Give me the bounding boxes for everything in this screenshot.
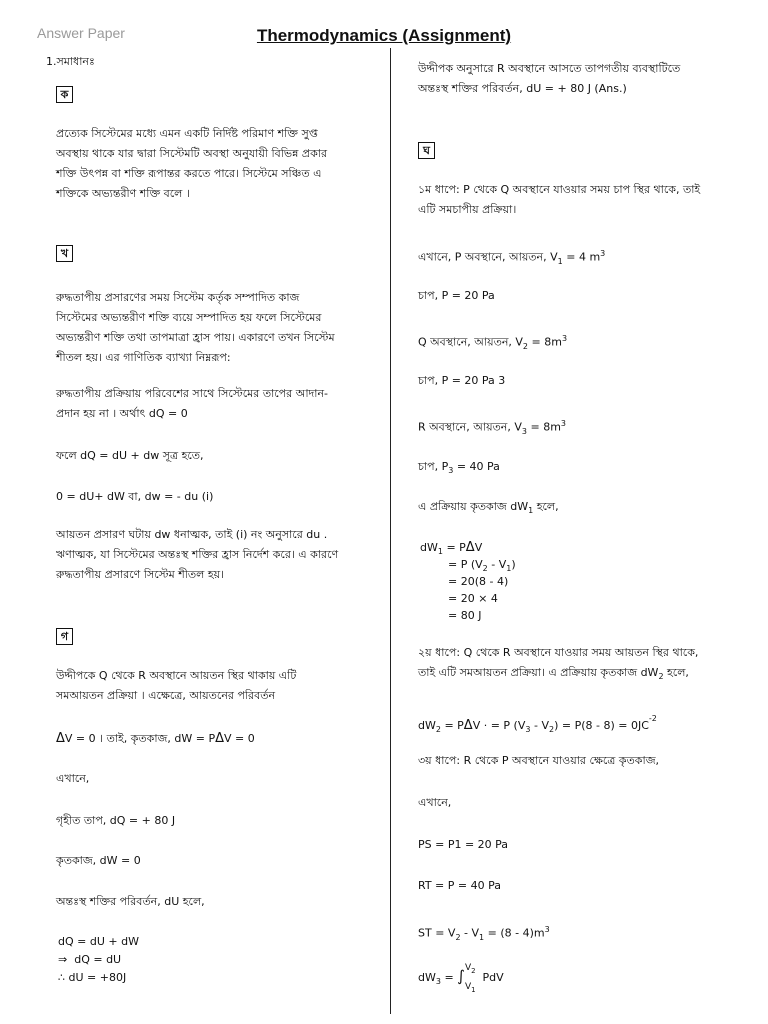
eq-b3: ) [511, 558, 516, 571]
w2-c: V · = P (V [472, 719, 526, 732]
gha1-line: এটি সমচাপীয় প্রক্রিয়া। [418, 203, 517, 216]
ga-eq3 [58, 968, 126, 988]
v3-text: R অবস্থানে, আয়তন, V [418, 420, 522, 434]
w3-b: = [440, 971, 458, 984]
eq-a2: = P [442, 541, 466, 554]
eq-a: dW [420, 541, 438, 554]
eq-line-3: = 20(8 - 4) [448, 575, 509, 588]
integral-symbol: ∫ [457, 967, 465, 985]
w2-sub2: 3 [525, 725, 531, 735]
ka-line: প্রত্যেক সিস্টেমের মধ্যে এমন একটি নির্দিষ্ট পরিমাণ শক্তি সুপ্ত [56, 127, 318, 140]
ps-line: PS = P1 = 20 Pa [418, 838, 509, 851]
question-number: 1.সমাধানঃ [46, 55, 95, 68]
answer-paper-label: Answer Paper [37, 25, 125, 41]
ga5-line: কৃতকাজ, dW = 0 [56, 854, 141, 867]
step3-line: ৩য় ধাপে: R থেকে P অবস্থানে যাওয়ার ক্ষেত্রে কৃতকাজ, [418, 754, 660, 767]
eq-b2: - V [487, 558, 507, 571]
delta-symbol: Δ [463, 718, 473, 733]
st-sub2: 1 [479, 932, 485, 942]
kha2-line: প্রদান হয় না । অর্থাৎ dQ = 0 [56, 407, 188, 420]
volume-p-line [418, 244, 605, 272]
eq-a-sub: 1 [437, 547, 443, 557]
section-kha-box: খ [56, 245, 73, 262]
delta-symbol: Δ [465, 540, 475, 555]
right-here-line: এখানে, [418, 796, 452, 809]
step2-l2sub: 2 [658, 672, 664, 682]
delta-symbol: Δ [56, 731, 65, 746]
w3-a: dW [418, 971, 436, 984]
eq-b-sub2: 1 [506, 564, 512, 574]
st-c: = (8 - 4)m [484, 926, 545, 940]
volume-r-line [418, 414, 566, 442]
w2-d: - V [530, 719, 549, 732]
kha5-line: ঋণাত্মক, যা সিস্টেমের অন্তঃস্থ শক্তির হ্রাস নির্দেশ করে। এ কারণে [56, 548, 339, 561]
integral-limits [465, 963, 479, 994]
st-line [418, 920, 550, 948]
rt-line: RT = P = 40 Pa [418, 879, 501, 892]
eq-a3: V [474, 541, 483, 554]
step2-line [418, 663, 689, 687]
st-b: - V [460, 926, 480, 940]
w2-a: dW [418, 719, 436, 732]
section-ka-box: ক [56, 86, 73, 103]
st-a: ST = V [418, 926, 456, 940]
pressure-p-line: চাপ, P = 20 Pa [418, 289, 495, 302]
ga1-line: সমআয়তন প্রক্রিয়া । এক্ষেত্রে, আয়তনের পরিবর্তন [56, 689, 276, 702]
ga4-line: গৃহীত তাপ, dQ = + 80 J [56, 814, 176, 827]
work2-equation [418, 709, 657, 740]
p3-value: = 40 Pa [453, 460, 500, 473]
v2-value: = 8m [528, 335, 562, 349]
v1-value: = 4 m [562, 250, 601, 264]
upper-limit-sub: 2 [471, 966, 476, 975]
ga-eq2 [58, 950, 121, 970]
w1-suffix: হলে, [533, 500, 559, 513]
v2-sub: 2 [522, 341, 528, 351]
ka-line: শক্তি উৎপন্ন বা শক্তি রূপান্তর করতে পারে। সিস্টেমে সঞ্চিত এ [56, 167, 322, 180]
eq-b-sub1: 2 [482, 564, 488, 574]
document-title: Thermodynamics (Assignment) [256, 26, 512, 45]
kha4-line: 0 = dU+ dW বা, dw = - du (i) [56, 490, 214, 503]
kha2-line: রুদ্ধতাপীয় প্রক্রিয়ায় পরিবেশের সাথে সিস্টেমের তাপের আদান- [56, 387, 329, 400]
kha-line: অভ্যন্তরীণ শক্তি তথা তাপমাত্রা হ্রাস পায়। একারণে তখন সিস্টেম [56, 331, 335, 344]
p3-sub: 3 [448, 466, 454, 476]
eq-line-5: = 80 J [448, 609, 482, 622]
ga3-line: এখানে, [56, 772, 90, 785]
kha5-line: আয়তন প্রসারণ ঘটায় dw ধনাত্মক, তাই (i) নং অনুসারে du . [56, 528, 328, 541]
w2-sub: 2 [435, 725, 441, 735]
work3-equation [418, 963, 504, 994]
w1-sub: 1 [528, 506, 534, 516]
ga2-text-a: V = 0 । তাই, কৃতকাজ, dW = P [64, 732, 216, 745]
v1-text: এখানে, P অবস্থানে, আয়তন, V [418, 250, 558, 264]
step2-l2b: হলে, [663, 666, 689, 679]
pressure-r-line [418, 457, 500, 481]
ga-eq3-text: dU = +80J [68, 971, 127, 984]
ka-line: অবস্থায় থাকে যার দ্বারা সিস্টেমটি অবস্থা অনুযায়ী বিভিন্ন প্রকার [56, 147, 328, 160]
st-sup: 3 [544, 925, 550, 934]
w2-e: ) = P(8 - 8) = 0JC [554, 719, 649, 732]
ga2-line [56, 729, 255, 749]
v3-sup: 3 [560, 419, 567, 428]
step2-l2a: তাই এটি সমআয়তন প্রক্রিয়া। এ প্রক্রিয়ায় কৃতকাজ dW [418, 666, 659, 679]
w2-sub3: 2 [548, 725, 555, 735]
st-sub1: 2 [455, 932, 461, 942]
w3-sub: 3 [435, 977, 441, 987]
ga1-line: উদ্দীপকে Q থেকে R অবস্থানে আয়তন স্থির থাকায় এটি [56, 669, 297, 682]
p3-text: চাপ, P [418, 460, 449, 473]
volume-q-line [418, 329, 567, 357]
ka-line: শক্তিকে অভ্যন্তরীণ শক্তি বলে । [56, 187, 190, 200]
delta-symbol: Δ [215, 731, 225, 746]
v1-sup: 3 [600, 249, 606, 258]
ga-eq1: dQ = dU + dW [58, 935, 139, 948]
w2-b: = P [440, 719, 464, 732]
w3-c: PdV [479, 971, 504, 984]
v3-value: = 8m [526, 420, 561, 434]
kha-line: শীতল হয়। এর গাণিতিক ব্যাখ্যা নিম্নরূপ: [56, 351, 231, 364]
section-ga-box: গ [56, 628, 73, 645]
r1-line: উদ্দীপক অনুসারে R অবস্থানে আসতে তাপগতীয় ব্যবস্থাটিতে [418, 62, 681, 75]
ga6-line: অন্তঃস্থ শক্তির পরিবর্তন, dU হলে, [56, 895, 205, 908]
pressure-q-line: চাপ, P = 20 Pa 3 [418, 374, 506, 387]
eq-line-4: = 20 × 4 [448, 592, 498, 605]
step2-line: ২য় ধাপে: Q থেকে R অবস্থানে যাওয়ার সময় আয়তন স্থির থাকে, [418, 646, 699, 659]
gha1-line: ১ম ধাপে: P থেকে Q অবস্থানে যাওয়ার সময় চাপ স্থির থাকে, তাই [418, 183, 701, 196]
v2-text: Q অবস্থানে, আয়তন, V [418, 335, 523, 349]
implies-symbol: ⇒ [58, 953, 68, 966]
kha-line: রুদ্ধতাপীয় প্রসারণের সময় সিস্টেম কর্তৃক সম্পাদিত কাজ [56, 291, 300, 304]
kha-line: সিস্টেমের অভ্যন্তরীণ শক্তি ব্যয়ে সম্পাদিত হয় ফলে সিস্টেমের [56, 311, 322, 324]
upper-limit-v: V [465, 963, 472, 973]
w2-sup: -2 [648, 714, 657, 723]
r1-line: অন্তঃস্থ শক্তির পরিবর্তন, dU = + 80 J (Ans.) [418, 82, 627, 95]
ga2-text-b: V = 0 [224, 732, 255, 745]
v2-sup: 3 [561, 334, 568, 343]
eq-b1: = P (V [448, 558, 483, 571]
section-gha-box: ঘ [418, 142, 435, 159]
ga-eq2-text: dQ = dU [74, 953, 122, 966]
lower-limit-sub: 1 [471, 985, 476, 994]
kha3-line: ফলে dQ = dU + dw সূত্র হতে, [56, 449, 204, 462]
v3-sub: 3 [521, 426, 527, 436]
therefore-symbol: ∴ [58, 971, 65, 984]
column-divider [390, 48, 391, 1014]
v1-sub: 1 [557, 256, 563, 266]
kha5-line: রুদ্ধতাপীয় প্রসারণে সিস্টেম শীতল হয়। [56, 568, 225, 581]
w1-text: এ প্রক্রিয়ায় কৃতকাজ dW [418, 500, 529, 513]
lower-limit [465, 977, 476, 1000]
work1-intro [418, 497, 559, 521]
lower-limit-v: V [465, 982, 472, 992]
